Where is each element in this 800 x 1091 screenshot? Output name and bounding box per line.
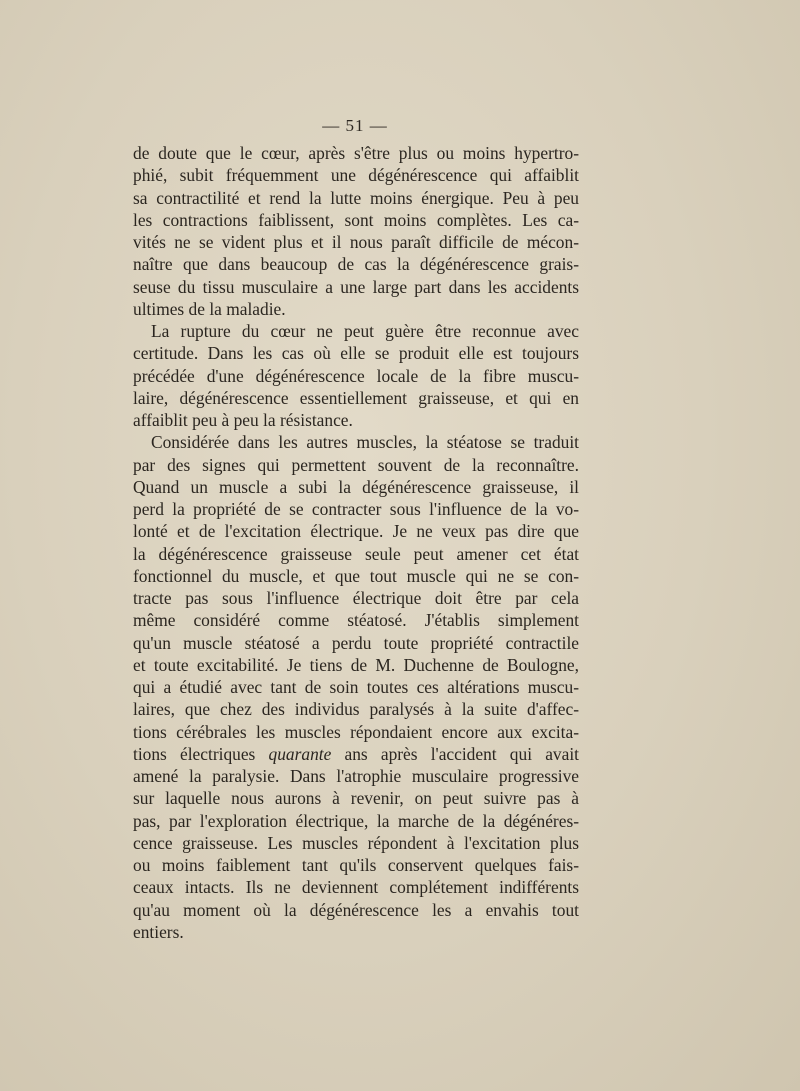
text-line: seuse du tissu musculaire a une large part dans les accidents — [133, 276, 579, 297]
text-line: entiers. — [133, 921, 184, 942]
text-fragment: ans après l'accident qui avait — [331, 743, 580, 764]
page-number: — 51 — — [322, 116, 388, 135]
text-line: la dégénérescence graisseuse seule peut amener cet état — [133, 543, 579, 564]
text-line: naître que dans beaucoup de cas la dégénérescence grais- — [133, 254, 579, 275]
text-line: La rupture du cœur ne peut guère être reconnue avec — [151, 321, 579, 341]
text-line: tions cérébrales les muscles répondaient encore aux excita- — [133, 721, 579, 742]
text-line: laires, que chez des individus paralysés à la suite d'affec- — [133, 699, 579, 720]
text-line — [133, 743, 579, 765]
text-line: amené la paralysie. Dans l'atrophie musculaire progressive — [133, 766, 579, 786]
text-fragment: tions électriques — [133, 743, 269, 764]
text-line: et toute excitabilité. Je tiens de M. Duchenne de Boulogne, — [133, 654, 579, 675]
text-line: vités ne se vident plus et il nous paraît difficile de mécon- — [133, 232, 579, 252]
text-line: sur laquelle nous aurons à revenir, on peut suivre pas à — [133, 788, 579, 809]
text-line: Considérée dans les autres muscles, la stéatose se traduit — [151, 432, 579, 453]
italic-word: quarante — [268, 743, 332, 764]
text-line: Quand un muscle a subi la dégénérescence graisseuse, il — [133, 476, 579, 497]
text-line: phié, subit fréquemment une dégénérescence qui affaiblit — [133, 165, 579, 186]
text-line: par des signes qui permettent souvent de la reconnaître. — [133, 454, 579, 475]
text-line: précédée d'une dégénérescence locale de la fibre muscu- — [133, 365, 579, 386]
text-line: de doute que le cœur, après s'être plus ou moins hypertro- — [133, 143, 579, 163]
text-line: sa contractilité et rend la lutte moins énergique. Peu à peu — [133, 187, 579, 208]
text-line: tracte pas sous l'influence électrique doit être par cela — [133, 588, 579, 608]
paragraph — [133, 142, 579, 320]
text-line: affaiblit peu à peu la résistance. — [133, 410, 353, 430]
text-line: pas, par l'exploration électrique, la marche de la dégénéres- — [133, 810, 579, 831]
text-line: certitude. Dans les cas où elle se produit elle est toujours — [133, 343, 579, 364]
text-line: cence graisseuse. Les muscles répondent à l'excitation plus — [133, 832, 579, 853]
body-text — [133, 142, 579, 943]
text-line: qu'un muscle stéatosé a perdu toute propriété contractile — [133, 632, 579, 653]
text-line: laire, dégénérescence essentiellement graisseuse, et qui en — [133, 387, 579, 408]
text-line: ou moins faiblement tant qu'ils conservent quelques fais- — [133, 855, 579, 875]
text-line: lonté et de l'excitation électrique. Je ne veux pas dire que — [133, 521, 579, 542]
text-line: ultimes de la maladie. — [133, 298, 286, 319]
text-line: fonctionnel du muscle, et que tout muscle qui ne se con- — [133, 565, 579, 586]
paragraph — [133, 320, 579, 431]
text-line: les contractions faiblissent, sont moins complètes. Les ca- — [133, 209, 579, 230]
text-line: perd la propriété de se contracter sous l'influence de la vo- — [133, 499, 579, 519]
text-line: qui a étudié avec tant de soin toutes ces altérations muscu- — [133, 677, 579, 697]
text-line: même considéré comme stéatosé. J'établis simplement — [133, 610, 579, 631]
paragraph — [133, 431, 579, 943]
text-line: qu'au moment où la dégénérescence les a envahis tout — [133, 899, 579, 920]
text-line: ceaux intacts. Ils ne deviennent complétement indifférents — [133, 877, 579, 898]
